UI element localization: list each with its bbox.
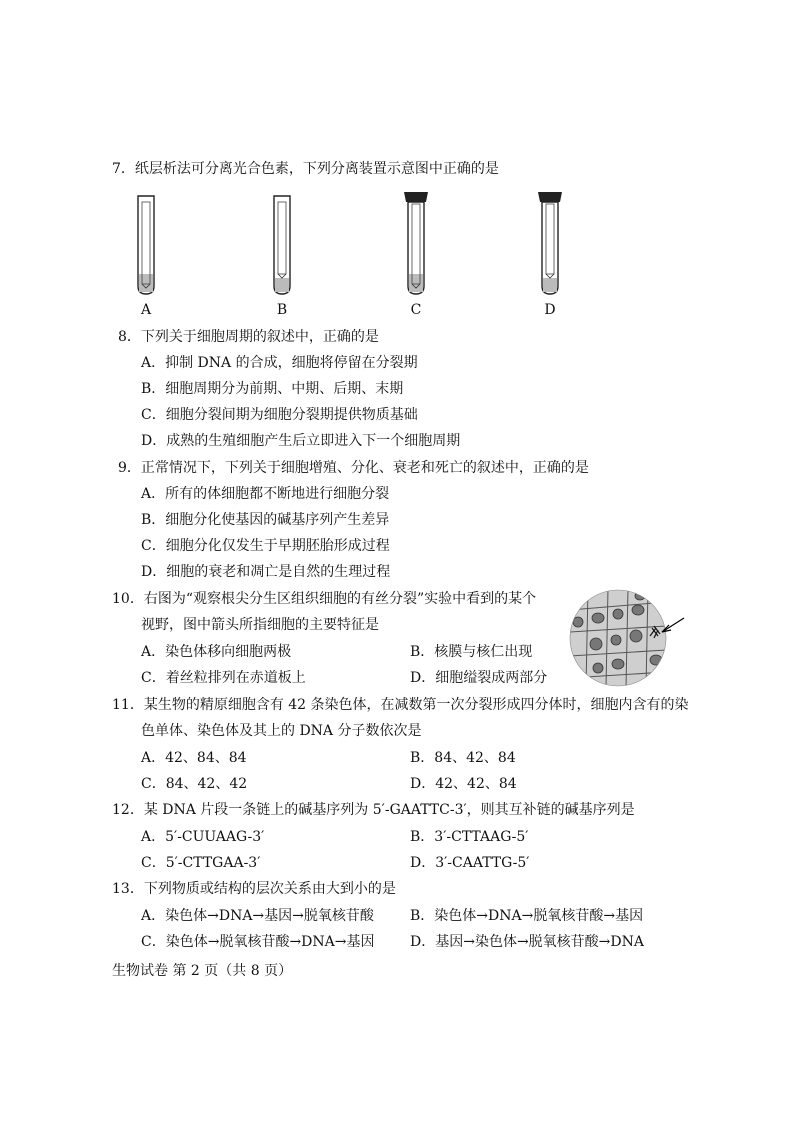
q13-stem: 13．下列物质或结构的层次关系由大到小的是: [112, 881, 396, 897]
test-tube-a-figure: [126, 190, 166, 300]
tube-label-b: B: [276, 302, 288, 318]
q9-option-b: B．细胞分化使基因的碱基序列产生差异: [141, 512, 390, 528]
q7-stem: 7．纸层析法可分离光合色素，下列分离装置示意图中正确的是: [112, 161, 499, 177]
q11-stem-line2: 色单体、染色体及其上的 DNA 分子数依次是: [141, 723, 422, 739]
q12-option-a: A．5′-CUUAAG-3′: [141, 829, 265, 845]
q8-option-d: D．成熟的生殖细胞产生后立即进入下一个细胞周期: [141, 433, 461, 449]
q8-option-b: B．细胞周期分为前期、中期、后期、末期: [141, 381, 404, 397]
q13-option-a: A．染色体→DNA→基因→脱氧核苷酸: [141, 908, 374, 924]
q13-option-b: B．染色体→DNA→脱氧核苷酸→基因: [410, 908, 644, 924]
q10-option-c: C．着丝粒排列在赤道板上: [141, 670, 306, 686]
q10-option-b: B．核膜与核仁出现: [410, 644, 533, 660]
test-tube-b-figure: [262, 190, 302, 300]
q8-stem: 8．下列关于细胞周期的叙述中，正确的是: [118, 329, 379, 345]
q9-option-a: A．所有的体细胞都不断地进行细胞分裂: [141, 486, 390, 502]
q9-option-c: C．细胞分化仅发生于早期胚胎形成过程: [141, 538, 390, 554]
q10-option-d: D．细胞缢裂成两部分: [410, 670, 548, 686]
q12-option-d: D．3′-CAATTG-5′: [410, 855, 530, 871]
q13-option-c: C．染色体→脱氧核苷酸→DNA→基因: [141, 934, 375, 950]
q10-stem-line2: 视野，图中箭头所指细胞的主要特征是: [141, 617, 379, 633]
root-tip-micrograph: [568, 588, 686, 688]
q10-stem-line1: 10．右图为“观察根尖分生区组织细胞的有丝分裂”实验中看到的某个: [112, 591, 537, 607]
q8-option-a: A．抑制 DNA 的合成，细胞将停留在分裂期: [141, 355, 418, 371]
q12-option-c: C．5′-CTTGAA-3′: [141, 855, 261, 871]
q12-option-b: B．3′-CTTAAG-5′: [410, 829, 529, 845]
q9-option-d: D．细胞的衰老和凋亡是自然的生理过程: [141, 564, 391, 580]
q12-stem: 12．某 DNA 片段一条链上的碱基序列为 5′-GAATTC-3′，则其互补链的碱基序列是: [112, 802, 635, 818]
test-tube-d-figure: [530, 190, 570, 300]
q10-option-a: A．染色体移向细胞两极: [141, 644, 292, 660]
tube-label-a: A: [140, 302, 152, 318]
q11-option-b: B．84、42、84: [410, 750, 516, 766]
q11-option-c: C．84、42、42: [141, 776, 248, 792]
tube-label-d: D: [544, 302, 556, 318]
tube-label-c: C: [410, 302, 422, 318]
q11-stem-line1: 11．某生物的精原细胞含有 42 条染色体，在减数第一次分裂形成四分体时，细胞内含有的染: [112, 697, 689, 713]
page-footer: 生物试卷 第 2 页（共 8 页）: [112, 963, 293, 979]
q11-option-a: A．42、84、84: [141, 750, 247, 766]
q8-option-c: C．细胞分裂间期为细胞分裂期提供物质基础: [141, 407, 418, 423]
q9-stem: 9．正常情况下，下列关于细胞增殖、分化、衰老和死亡的叙述中，正确的是: [118, 460, 589, 476]
q13-option-d: D．基因→染色体→脱氧核苷酸→DNA: [410, 934, 645, 950]
q11-option-d: D．42、42、84: [410, 776, 517, 792]
test-tube-c-figure: [396, 190, 436, 300]
